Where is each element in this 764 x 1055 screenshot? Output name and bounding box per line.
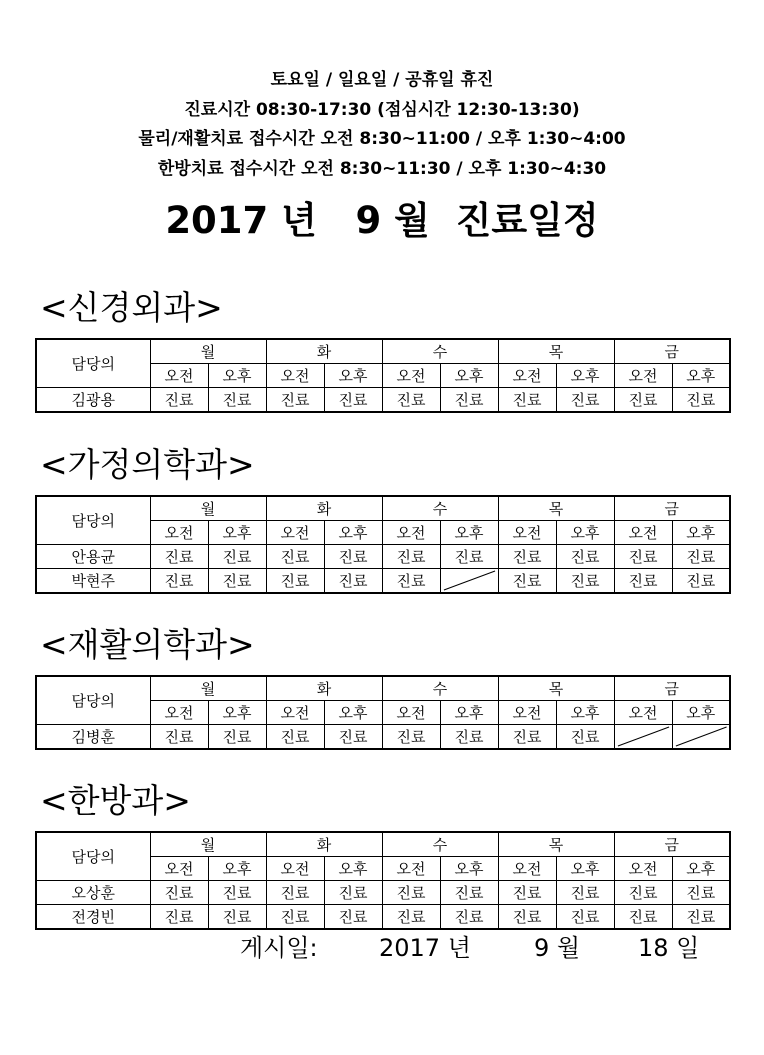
- day-header: 금: [614, 832, 730, 857]
- doctor-row: [36, 725, 730, 750]
- schedule-table: [35, 831, 731, 930]
- pm-header: 오후: [324, 857, 382, 881]
- clinic-slot: 진료: [440, 545, 498, 569]
- am-header: 오전: [498, 857, 556, 881]
- clinic-slot: 진료: [382, 881, 440, 905]
- doctor-column-header: 담당의: [36, 339, 150, 388]
- day-header: 월: [150, 832, 266, 857]
- clinic-slot: 진료: [324, 905, 382, 930]
- clinic-slot: 진료: [266, 905, 324, 930]
- am-header: 오전: [614, 857, 672, 881]
- clinic-notices: [0, 66, 764, 184]
- doctor-name: 오상훈: [36, 881, 150, 905]
- doctor-name: 전경빈: [36, 905, 150, 930]
- pm-header: 오후: [672, 857, 730, 881]
- clinic-slot: 진료: [556, 725, 614, 750]
- pm-header: 오후: [440, 521, 498, 545]
- day-header: 수: [382, 832, 498, 857]
- oriental-reception-notice: 한방치료 접수시간 오전 8:30~11:30 / 오후 1:30~4:30: [157, 158, 607, 179]
- posted-year: 2017 년: [379, 934, 471, 962]
- clinic-slot: 진료: [208, 388, 266, 413]
- doctor-row: [36, 545, 730, 569]
- clinic-slot: 진료: [498, 881, 556, 905]
- clinic-slot: 진료: [498, 388, 556, 413]
- day-header: 월: [150, 676, 266, 701]
- posted-day: 18 일: [638, 934, 700, 962]
- clinic-slot: 진료: [556, 881, 614, 905]
- doctor-column-header: 담당의: [36, 832, 150, 881]
- pm-header: 오후: [440, 364, 498, 388]
- day-header-row: [36, 496, 730, 521]
- pm-header: 오후: [440, 701, 498, 725]
- am-header: 오전: [382, 364, 440, 388]
- diagonal-slash-icon: [673, 725, 730, 748]
- day-header-row: [36, 832, 730, 857]
- pm-header: 오후: [556, 521, 614, 545]
- clinic-slot: 진료: [440, 388, 498, 413]
- clinic-slot: 진료: [324, 545, 382, 569]
- no-clinic-cell: [672, 725, 730, 750]
- clinic-slot: 진료: [672, 388, 730, 413]
- am-header: 오전: [266, 857, 324, 881]
- day-header: 수: [382, 676, 498, 701]
- department-section: [35, 288, 729, 413]
- clinic-slot: 진료: [208, 545, 266, 569]
- pm-header: 오후: [208, 521, 266, 545]
- diagonal-slash-icon: [615, 725, 672, 748]
- clinic-slot: 진료: [324, 881, 382, 905]
- clinic-slot: 진료: [440, 905, 498, 930]
- doctor-name: 박현주: [36, 569, 150, 594]
- clinic-slot: 진료: [440, 881, 498, 905]
- department-title: <재활의학과>: [40, 625, 255, 664]
- pm-header: 오후: [556, 857, 614, 881]
- clinic-slot: 진료: [266, 881, 324, 905]
- pm-header: 오후: [672, 364, 730, 388]
- day-header: 목: [498, 339, 614, 364]
- clinic-slot: 진료: [324, 725, 382, 750]
- clinic-slot: 진료: [498, 545, 556, 569]
- day-header: 화: [266, 676, 382, 701]
- day-header: 화: [266, 832, 382, 857]
- clinic-slot: 진료: [498, 725, 556, 750]
- clinic-slot: 진료: [266, 725, 324, 750]
- physio-reception-notice: 물리/재활치료 접수시간 오전 8:30~11:00 / 오후 1:30~4:00: [138, 129, 626, 149]
- day-header: 금: [614, 676, 730, 701]
- day-header: 화: [266, 339, 382, 364]
- pm-header: 오후: [672, 521, 730, 545]
- clinic-slot: 진료: [208, 569, 266, 594]
- schedule-table: [35, 495, 731, 594]
- clinic-slot: 진료: [382, 388, 440, 413]
- page-title: 2017 년 9 월 진료일정: [165, 199, 599, 242]
- pm-header: 오후: [324, 701, 382, 725]
- clinic-slot: 진료: [382, 569, 440, 594]
- clinic-slot: 진료: [150, 545, 208, 569]
- schedule-table: [35, 338, 731, 413]
- day-header-row: [36, 676, 730, 701]
- day-header: 월: [150, 339, 266, 364]
- doctor-column-header: 담당의: [36, 496, 150, 545]
- clinic-slot: 진료: [382, 545, 440, 569]
- clinic-slot: 진료: [266, 545, 324, 569]
- day-header: 금: [614, 496, 730, 521]
- clinic-slot: 진료: [556, 905, 614, 930]
- pm-header: 오후: [556, 364, 614, 388]
- department-section: [35, 781, 729, 930]
- day-header-row: [36, 339, 730, 364]
- clinic-slot: 진료: [672, 545, 730, 569]
- clinic-slot: 진료: [150, 569, 208, 594]
- closed-days-notice: 토요일 / 일요일 / 공휴일 휴진: [270, 70, 494, 90]
- no-clinic-cell: [614, 725, 672, 750]
- am-header: 오전: [382, 857, 440, 881]
- clinic-slot: 진료: [208, 725, 266, 750]
- pm-header: 오후: [672, 701, 730, 725]
- clinic-slot: 진료: [672, 905, 730, 930]
- posted-month: 9 월: [534, 934, 581, 962]
- clinic-slot: 진료: [614, 881, 672, 905]
- posted-label: 게시일:: [240, 934, 318, 962]
- diagonal-slash-icon: [441, 569, 498, 592]
- day-header: 금: [614, 339, 730, 364]
- clinic-slot: 진료: [266, 388, 324, 413]
- clinic-slot: 진료: [150, 905, 208, 930]
- clinic-slot: 진료: [324, 388, 382, 413]
- pm-header: 오후: [208, 701, 266, 725]
- pm-header: 오후: [324, 364, 382, 388]
- doctor-row: [36, 388, 730, 413]
- am-header: 오전: [150, 701, 208, 725]
- clinic-slot: 진료: [150, 725, 208, 750]
- doctor-name: 안용균: [36, 545, 150, 569]
- am-header: 오전: [614, 364, 672, 388]
- day-header: 화: [266, 496, 382, 521]
- am-header: 오전: [150, 857, 208, 881]
- am-header: 오전: [498, 521, 556, 545]
- am-header: 오전: [266, 701, 324, 725]
- department-title: <한방과>: [40, 781, 191, 820]
- doctor-row: [36, 881, 730, 905]
- clinic-slot: 진료: [672, 569, 730, 594]
- clinic-slot: 진료: [498, 569, 556, 594]
- clinic-slot: 진료: [556, 569, 614, 594]
- am-header: 오전: [614, 701, 672, 725]
- clinic-slot: 진료: [150, 388, 208, 413]
- clinic-slot: 진료: [208, 881, 266, 905]
- am-header: 오전: [382, 701, 440, 725]
- clinic-slot: 진료: [440, 725, 498, 750]
- clinic-slot: 진료: [382, 725, 440, 750]
- am-header: 오전: [614, 521, 672, 545]
- am-header: 오전: [150, 521, 208, 545]
- clinic-slot: 진료: [614, 388, 672, 413]
- clinic-slot: 진료: [324, 569, 382, 594]
- doctor-row: [36, 905, 730, 930]
- clinic-slot: 진료: [266, 569, 324, 594]
- am-header: 오전: [266, 521, 324, 545]
- department-title: <가정의학과>: [40, 445, 255, 484]
- pm-header: 오후: [324, 521, 382, 545]
- department-section: [35, 625, 729, 750]
- schedule-table: [35, 675, 731, 750]
- day-header: 목: [498, 832, 614, 857]
- am-header: 오전: [498, 701, 556, 725]
- department-section: [35, 445, 729, 594]
- clinic-slot: 진료: [614, 905, 672, 930]
- am-header: 오전: [382, 521, 440, 545]
- clinic-slot: 진료: [150, 881, 208, 905]
- clinic-hours-notice: 진료시간 08:30-17:30 (점심시간 12:30-13:30): [184, 99, 580, 120]
- am-header: 오전: [498, 364, 556, 388]
- am-header: 오전: [150, 364, 208, 388]
- clinic-slot: 진료: [614, 545, 672, 569]
- no-clinic-cell: [440, 569, 498, 594]
- clinic-slot: 진료: [382, 905, 440, 930]
- doctor-row: [36, 569, 730, 594]
- doctor-name: 김광용: [36, 388, 150, 413]
- doctor-column-header: 담당의: [36, 676, 150, 725]
- clinic-slot: 진료: [498, 905, 556, 930]
- department-title: <신경외과>: [40, 288, 223, 327]
- clinic-slot: 진료: [672, 881, 730, 905]
- pm-header: 오후: [208, 364, 266, 388]
- clinic-slot: 진료: [556, 545, 614, 569]
- day-header: 목: [498, 496, 614, 521]
- pm-header: 오후: [440, 857, 498, 881]
- clinic-slot: 진료: [208, 905, 266, 930]
- day-header: 월: [150, 496, 266, 521]
- clinic-slot: 진료: [556, 388, 614, 413]
- day-header: 수: [382, 339, 498, 364]
- doctor-name: 김병훈: [36, 725, 150, 750]
- day-header: 수: [382, 496, 498, 521]
- am-header: 오전: [266, 364, 324, 388]
- pm-header: 오후: [556, 701, 614, 725]
- day-header: 목: [498, 676, 614, 701]
- clinic-slot: 진료: [614, 569, 672, 594]
- pm-header: 오후: [208, 857, 266, 881]
